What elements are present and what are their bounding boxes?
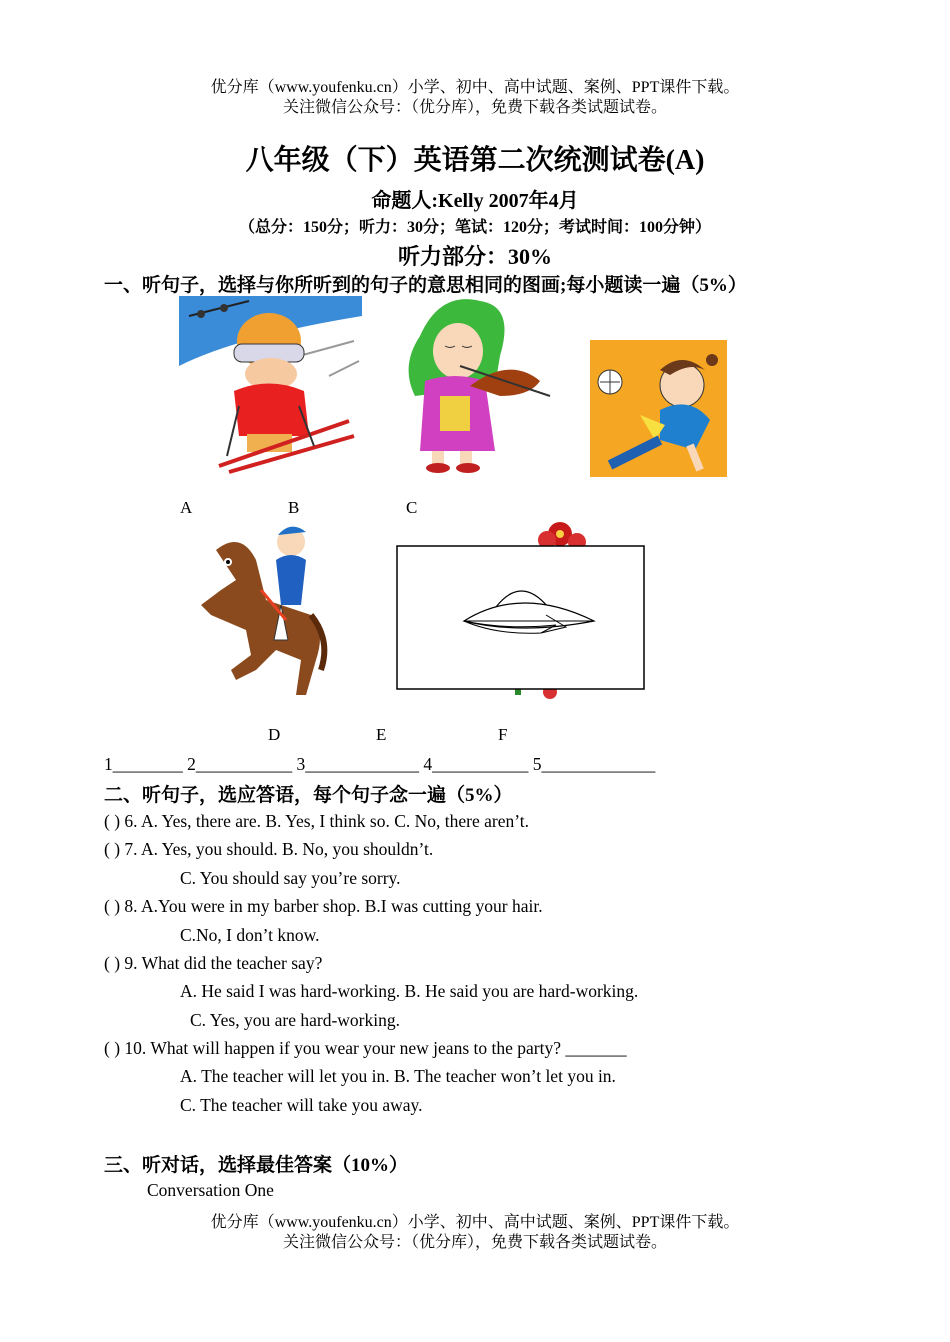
answer-blanks[interactable]: 1________ 2___________ 3_____________ 4___________ 5_____________ [104,754,656,774]
question-8[interactable]: ( ) 8. A.You were in my barber shop. B.I was cutting your hair. [104,896,543,916]
question-9-option-c: C. Yes, you are hard-working. [190,1010,400,1030]
horse-rider-picture [196,520,331,705]
section1-heading: 一、听句子，选择与你所听到的句子的意思相同的图画;每小题读一遍（5%） [104,275,747,296]
question-10-options-ab: A. The teacher will let you in. B. The teacher won’t let you in. [180,1066,616,1086]
score-line: （总分：150分；听力：30分；笔试：120分；考试时间：100分钟） [238,219,711,236]
question-6[interactable]: ( ) 6. A. Yes, there are. B. Yes, I think so. C. No, there aren’t. [104,811,529,831]
picture-label-d: D [268,725,281,744]
question-10[interactable]: ( ) 10. What will happen if you wear your new jeans to the party? _______ [104,1038,627,1058]
section3-heading: 三、听对话，选择最佳答案（10%） [104,1155,409,1176]
question-7[interactable]: ( ) 7. A. Yes, you should. B. No, you shouldn’t. [104,839,434,859]
question-9[interactable]: ( ) 9. What did the teacher say? [104,953,323,973]
listening-title: 听力部分：30% [397,244,552,269]
question-10-option-c: C. The teacher will take you away. [180,1095,423,1115]
section2-heading: 二、听句子，选应答语，每个句子念一遍（5%） [104,785,513,806]
picture-label-b: B [288,498,300,517]
question-8-option-c: C.No, I don’t know. [180,925,320,945]
picture-label-f: F [498,725,508,744]
question-7-option-c: C. You should say you’re sorry. [180,868,401,888]
conversation-title: Conversation One [147,1180,274,1200]
author-line: 命题人:Kelly 2007年4月 [371,190,579,212]
footer-line-2: 关注微信公众号：（优分库），免费下载各类试题试卷。 [282,1234,667,1251]
skier-picture [179,296,362,474]
page-title: 八年级（下）英语第二次统测试卷(A) [245,145,705,176]
header-line-1: 优分库（www.youfenku.cn）小学、初中、高中试题、案例、PPT课件下载。 [210,79,740,96]
violinist-picture [400,296,555,474]
picture-label-e: E [376,725,387,744]
ufo-picture [396,545,646,691]
question-9-options-ab: A. He said I was hard-working. B. He said you are hard-working. [180,981,639,1001]
picture-label-a: A [180,498,193,517]
header-line-2: 关注微信公众号：（优分库），免费下载各类试题试卷。 [282,99,667,116]
footer-line-1: 优分库（www.youfenku.cn）小学、初中、高中试题、案例、PPT课件下载。 [210,1214,740,1231]
picture-label-c: C [406,498,418,517]
volleyball-player-picture [590,340,727,477]
